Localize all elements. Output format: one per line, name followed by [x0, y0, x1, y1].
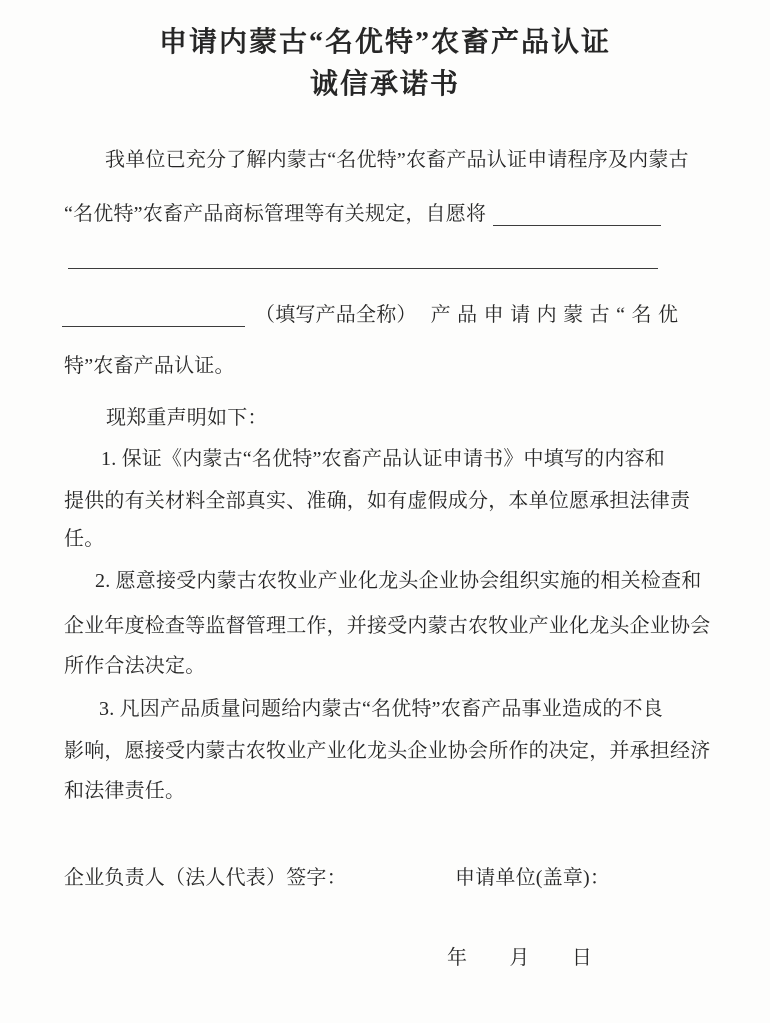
declaration-item3-line3: 和法律责任。: [64, 780, 186, 802]
signer-signature-label: 企业负责人（法人代表）签字：: [64, 867, 347, 889]
declaration-item3-line2: 影响，愿接受内蒙古农牧业产业化龙头企业协会所作的决定，并承担经济: [64, 740, 711, 762]
fill-hint-label: （填写产品全称）: [255, 304, 417, 326]
declaration-heading: 现郑重声明如下：: [106, 407, 268, 429]
declaration-item2-line2: 企业年度检查等监督管理工作，并接受内蒙古农牧业产业化龙头企业协会: [64, 615, 711, 637]
declaration-item1-line1: 1. 保证《内蒙古“名优特”农畜产品认证申请书》中填写的内容和: [101, 448, 665, 470]
intro-line5: 特”农畜产品认证。: [64, 355, 235, 377]
product-name-blank-3: [62, 305, 245, 327]
declaration-item2-line1: 2. 愿意接受内蒙古农牧业产业化龙头企业协会组织实施的相关检查和: [95, 570, 702, 592]
date-day-label: 日: [571, 947, 593, 969]
intro-line4-suffix: 产品申请内蒙古“名优: [430, 304, 685, 326]
declaration-item1-line3: 任。: [64, 528, 105, 550]
intro-line2-text: “名优特”农畜产品商标管理等有关规定，自愿将: [64, 203, 487, 225]
declaration-item1-line2: 提供的有关材料全部真实、准确，如有虚假成分，本单位愿承担法律责: [64, 490, 691, 512]
date-month-label: 月: [509, 947, 530, 969]
product-name-blank-2: [68, 246, 658, 269]
declaration-item2-line3: 所作合法决定。: [64, 655, 206, 677]
intro-line1: 我单位已充分了解内蒙古“名优特”农畜产品认证申请程序及内蒙古: [105, 149, 689, 171]
intro-line4: [62, 303, 685, 327]
document-title-line2: 诚信承诺书: [309, 69, 460, 100]
declaration-item3-line1: 3. 凡因产品质量问题给内蒙古“名优特”农畜产品事业造成的不良: [99, 698, 663, 720]
applicant-unit-seal-label: 申请单位(盖章)：: [455, 867, 611, 889]
date-line: [447, 946, 592, 970]
intro-line2: [64, 202, 661, 226]
product-name-blank-1: [493, 204, 661, 226]
date-year-label: 年: [447, 947, 468, 969]
document-title-line1: 申请内蒙古“名优特”农畜产品认证: [158, 27, 611, 58]
